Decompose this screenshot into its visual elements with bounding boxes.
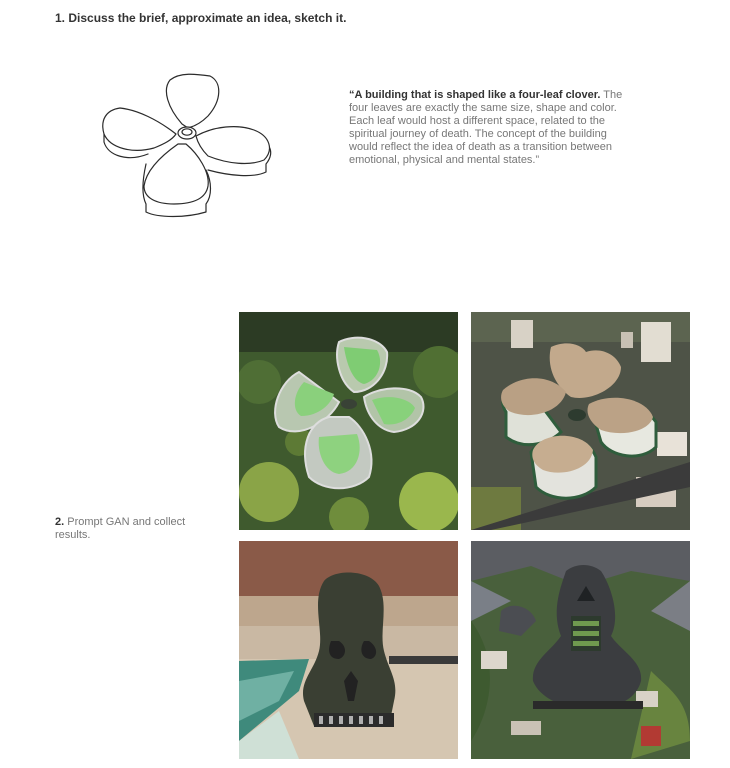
beige-clover-building-town-image — [471, 312, 690, 530]
dark-clover-building-mountain-image — [471, 541, 690, 759]
step2-label — [55, 516, 220, 542]
brief-quote — [349, 89, 631, 167]
green-clover-building-forest-image — [239, 312, 458, 530]
step2-text: Prompt GAN and collect results. — [55, 516, 186, 541]
brief-quote-lead: “A building that is shaped like a four-leaf clover. — [349, 89, 601, 101]
brief-quote-body: The four leaves are exactly the same size, shape and color. Each leaf would host a different space, related to the spiritual journey of death. The concept of the building would reflect the idea of death as a transition between emotional, physical and mental states.” — [349, 89, 623, 166]
results-gallery — [239, 312, 690, 759]
step2-number: 2. — [55, 516, 65, 528]
step1-heading: 1. Discuss the brief, approximate an idea, sketch it. — [55, 11, 347, 25]
clover-sketch-image — [98, 72, 280, 222]
dark-clover-building-beach-image — [239, 541, 458, 759]
